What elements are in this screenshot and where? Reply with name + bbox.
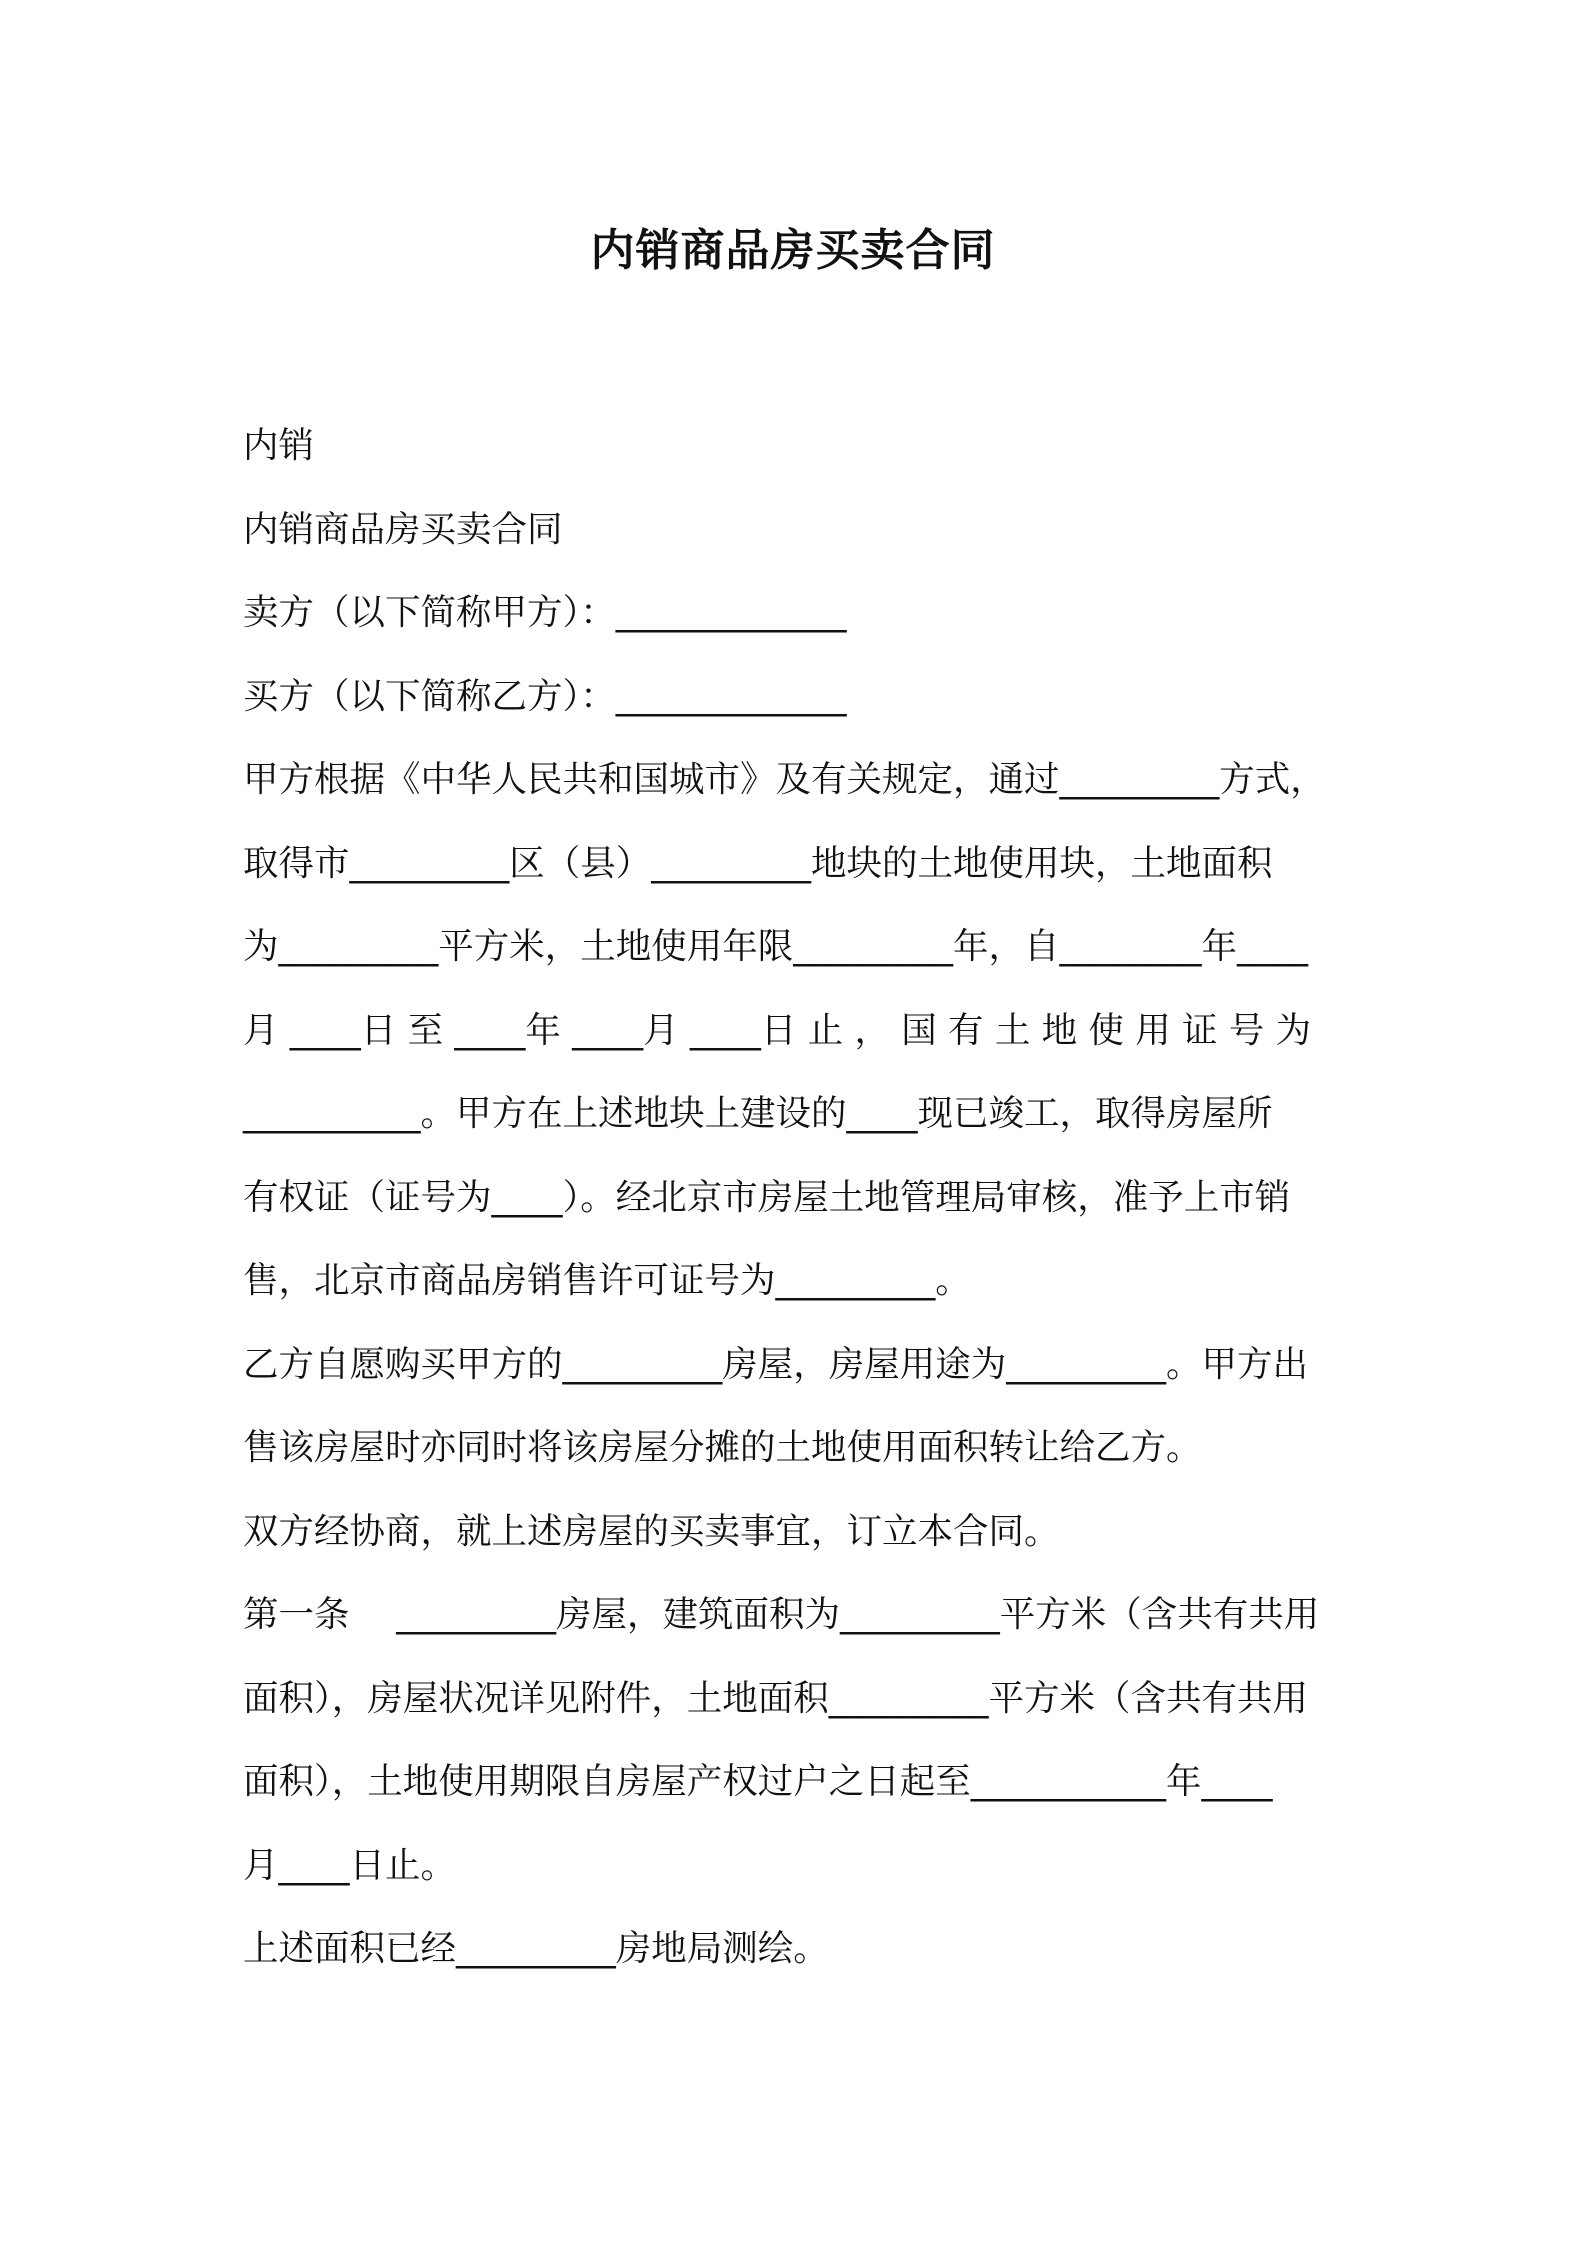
paragraph-line: 为_________平方米，土地使用年限_________年，自________年____	[243, 926, 1309, 967]
document-title: 内销商品房买卖合同	[590, 225, 996, 276]
paragraph-line: 有权证（证号为____）。经北京市房屋土地管理局审核，准予上市销	[243, 1176, 1291, 1218]
article-line: 面积），房屋状况详见附件，土地面积_________平方米（含共有共用	[243, 1677, 1309, 1719]
text-line: 内销商品房买卖合同	[243, 508, 563, 550]
seller-line: 卖方（以下简称甲方）：_____________	[243, 592, 847, 633]
paragraph-line: 上述面积已经_________房地局测绘。	[243, 1928, 829, 1969]
article-line: 第一条 _________房屋，建筑面积为_________平方米（含共有共用	[243, 1594, 1320, 1635]
document-body	[243, 404, 1353, 1991]
paragraph-line: 乙方自愿购买甲方的_________房屋，房屋用途为_________。甲方出	[243, 1343, 1309, 1385]
paragraph-line: 月 ____日 至 ____年 ____月 ____日 止 ， 国 有 土 地 使 用 证 号 为	[243, 1009, 1312, 1051]
paragraph-line: 售，北京市商品房销售许可证号为_________。	[243, 1260, 971, 1301]
article-line: 月____日止。	[243, 1844, 457, 1886]
paragraph-line: 双方经协商，就上述房屋的买卖事宜，订立本合同。	[243, 1510, 1060, 1552]
paragraph-line: __________。甲方在上述地块上建设的____现已竣工，取得房屋所	[243, 1093, 1273, 1134]
paragraph-line: 售该房屋时亦同时将该房屋分摊的土地使用面积转让给乙方。	[243, 1427, 1202, 1468]
paragraph-line: 取得市_________区（县）_________地块的土地使用块，土地面积	[243, 842, 1273, 884]
buyer-line: 买方（以下简称乙方）：_____________	[243, 675, 847, 717]
text-line: 内销	[243, 425, 315, 466]
paragraph-line: 甲方根据《中华人民共和国城市》及有关规定，通过_________方式，	[243, 759, 1326, 800]
article-line: 面积），土地使用期限自房屋产权过户之日起至___________年____	[243, 1761, 1273, 1802]
